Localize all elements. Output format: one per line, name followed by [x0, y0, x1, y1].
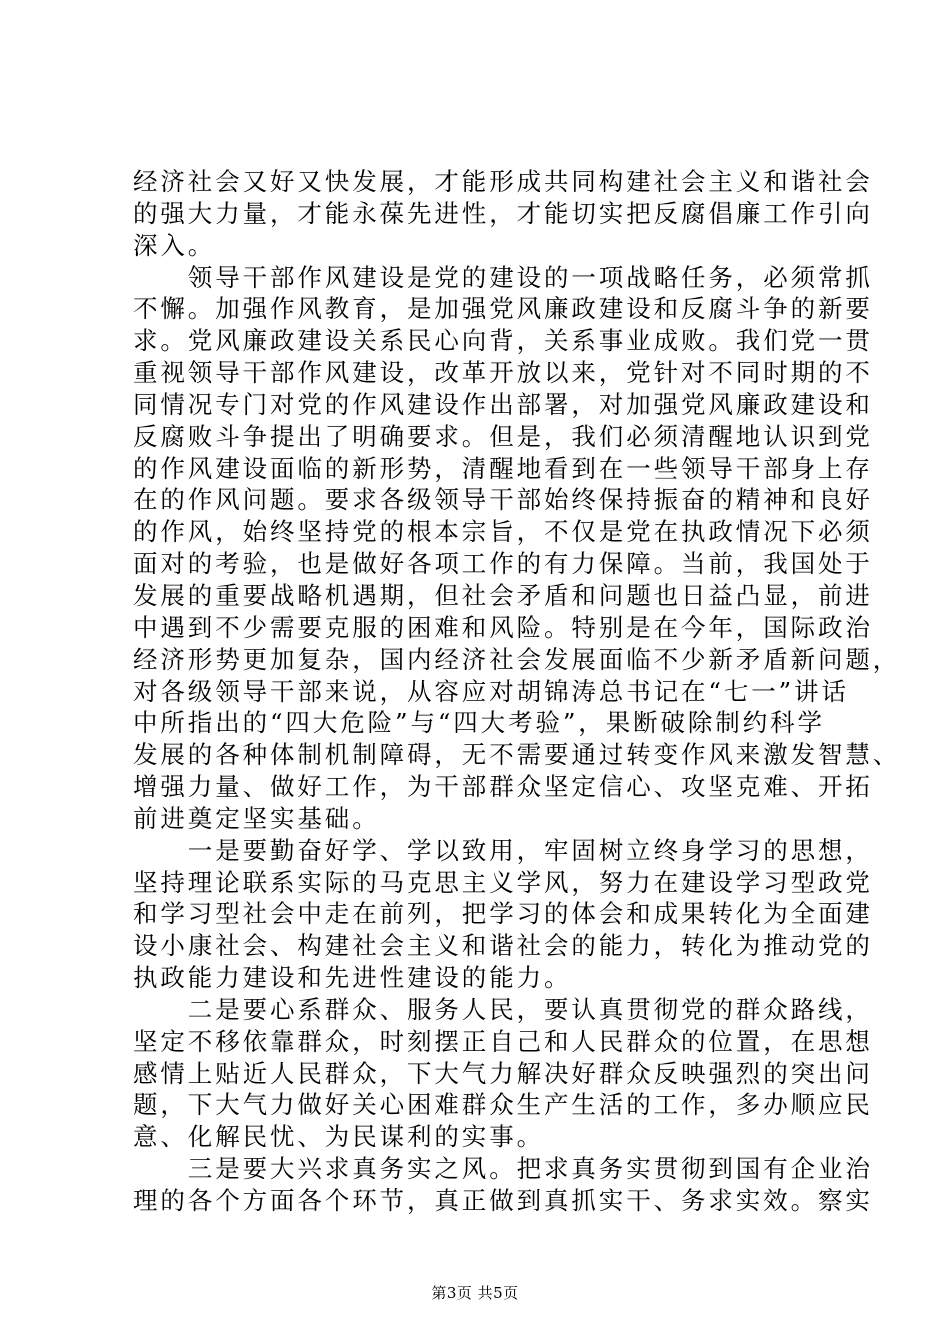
text-line: 三是要大兴求真务实之风。把求真务实贯彻到国有企业治: [133, 1154, 873, 1184]
text-line: 执政能力建设和先进性建设的能力。: [133, 963, 572, 993]
text-line: 设小康社会、构建社会主义和谐社会的能力，转化为推动党的: [133, 931, 873, 961]
text-line: 坚持理论联系实际的马克思主义学风，努力在建设学习型政党: [133, 867, 873, 897]
text-line: 的作风建设面临的新形势，清醒地看到在一些领导干部身上存: [133, 453, 873, 483]
text-line: 发展的各种体制机制障碍，无不需要通过转变作风来激发智慧、: [133, 740, 901, 770]
text-line: 坚定不移依靠群众，时刻摆正自己和人民群众的位置，在思想: [133, 1026, 873, 1056]
text-line: 对各级领导干部来说，从容应对胡锦涛总书记在“七一”讲话: [133, 676, 849, 706]
text-line: 在的作风问题。要求各级领导干部始终保持振奋的精神和良好: [133, 485, 873, 515]
text-line: 的强大力量，才能永葆先进性，才能切实把反腐倡廉工作引向: [133, 198, 873, 228]
text-line: 的作风，始终坚持党的根本宗旨，不仅是党在执政情况下必须: [133, 517, 873, 547]
text-line: 不懈。加强作风教育，是加强党风廉政建设和反腐斗争的新要: [133, 294, 873, 324]
text-line: 重视领导干部作风建设，改革开放以来，党针对不同时期的不: [133, 358, 873, 388]
text-line: 发展的重要战略机遇期，但社会矛盾和问题也日益凸显，前进: [133, 580, 873, 610]
text-line: 中所指出的“四大危险”与“四大考验”，果断破除制约科学: [133, 708, 825, 738]
text-line: 理的各个方面各个环节，真正做到真抓实干、务求实效。察实: [133, 1186, 873, 1215]
text-line: 反腐败斗争提出了明确要求。但是，我们必须清醒地认识到党: [133, 421, 873, 451]
text-line: 同情况专门对党的作风建设作出部署，对加强党风廉政建设和: [133, 389, 873, 419]
text-line: 题，下大气力做好关心困难群众生产生活的工作，多办顺应民: [133, 1090, 873, 1120]
text-line: 中遇到不少需要克服的困难和风险。特别是在今年，国际政治: [133, 612, 873, 642]
page-number-footer: 第3页 共5页: [431, 1284, 519, 1302]
text-line: 增强力量、做好工作，为干部群众坚定信心、攻坚克难、开拓: [133, 772, 873, 802]
text-line: 面对的考验，也是做好各项工作的有力保障。当前，我国处于: [133, 549, 873, 579]
text-line: 求。党风廉政建设关系民心向背，关系事业成败。我们党一贯: [133, 326, 873, 356]
text-line: 经济社会又好又快发展，才能形成共同构建社会主义和谐社会: [133, 167, 873, 196]
text-line: 一是要勤奋好学、学以致用，牢固树立终身学习的思想，: [133, 835, 873, 865]
text-line: 深入。: [133, 230, 216, 260]
text-line: 二是要心系群众、服务人民，要认真贯彻党的群众路线，: [133, 994, 873, 1024]
text-line: 前进奠定坚实基础。: [133, 803, 380, 833]
text-line: 经济形势更加复杂，国内经济社会发展面临不少新矛盾新问题，: [133, 644, 901, 674]
text-line: 领导干部作风建设是党的建设的一项战略任务，必须常抓: [133, 262, 873, 292]
text-line: 感情上贴近人民群众，下大气力解决好群众反映强烈的突出问: [133, 1058, 873, 1088]
document-body: [133, 166, 901, 1217]
text-line: 意、化解民忧、为民谋利的实事。: [133, 1122, 544, 1152]
text-line: 和学习型社会中走在前列，把学习的体会和成果转化为全面建: [133, 899, 873, 929]
